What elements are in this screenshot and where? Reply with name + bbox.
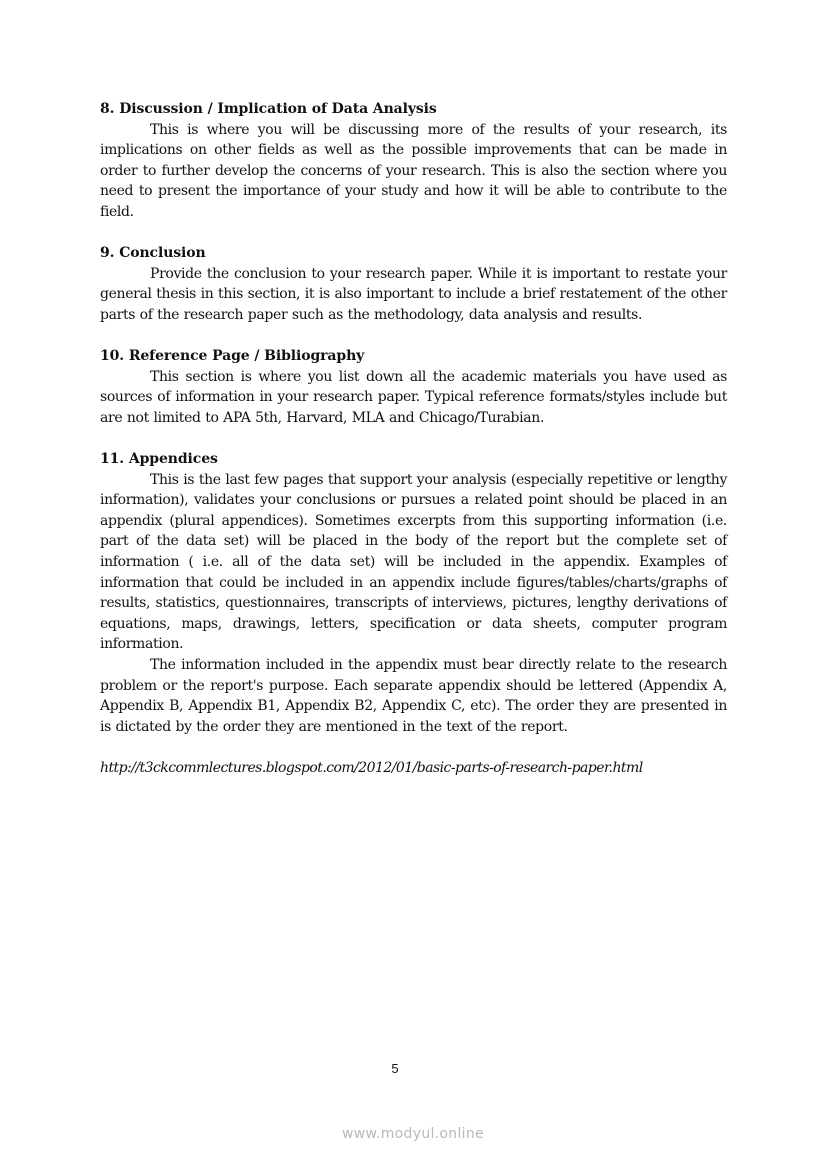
section-heading: 8. Discussion / Implication of Data Analysis bbox=[100, 101, 437, 117]
section-appendices bbox=[100, 449, 727, 737]
section-paragraph: Provide the conclusion to your research paper. While it is important to restate your general thesis in this section, it is also important to include a brief restatement of the other parts of the research paper such as the methodology, data analysis and results. bbox=[100, 265, 727, 323]
section-discussion bbox=[100, 99, 727, 223]
section-paragraph: This is where you will be discussing more of the results of your research, its implications on other fields as well as the possible improvements that can be made in order to further develop the concerns of your research. This is also the section where you need to present the importance of your study and how it will be able to contribute to the field. bbox=[100, 121, 727, 220]
section-heading: 9. Conclusion bbox=[100, 245, 206, 262]
section-heading: 11. Appendices bbox=[100, 451, 218, 468]
section-reference-page bbox=[100, 346, 727, 428]
document-body bbox=[100, 99, 727, 778]
page-number: 5 bbox=[391, 1061, 399, 1076]
watermark-text: www.modyul.online bbox=[342, 1126, 484, 1142]
source-url-link[interactable]: http://t3ckcommlectures.blogspot.com/2012/01/basic-parts-of-research-paper.html bbox=[100, 760, 643, 776]
section-heading: 10. Reference Page / Bibliography bbox=[100, 348, 365, 365]
section-paragraph: This is the last few pages that support your analysis (especially repetitive or lengthy information), validates your conclusions or pursues a related point should be placed in an appendix (plural appendices). Sometimes excerpts from this supporting information (i.e. part of the data set) will be placed in the body of the report but the complete set of information ( i.e. all of the data set) will be included in the appendix. Examples of information that could be included in an appendix include figures/tables/charts/graphs of results, statistics, questionnaires, transcripts of interviews, pictures, lengthy derivations of equations, maps, drawings, letters, specification or data sheets, computer program information. bbox=[100, 471, 727, 653]
section-paragraph: This section is where you list down all the academic materials you have used as sources of information in your research paper. Typical reference formats/styles include but are not limited to APA 5th, Harvard, MLA and Chicago/Turabian. bbox=[100, 368, 727, 426]
section-paragraph: The information included in the appendix must bear directly relate to the research problem or the report's purpose. Each separate appendix should be lettered (Appendix A, Appendix B, Appendix B1, Appendix B2, Appendix C, etc). The order they are presented in is dictated by the order they are mentioned in the text of the report. bbox=[100, 657, 727, 735]
section-conclusion bbox=[100, 243, 727, 325]
